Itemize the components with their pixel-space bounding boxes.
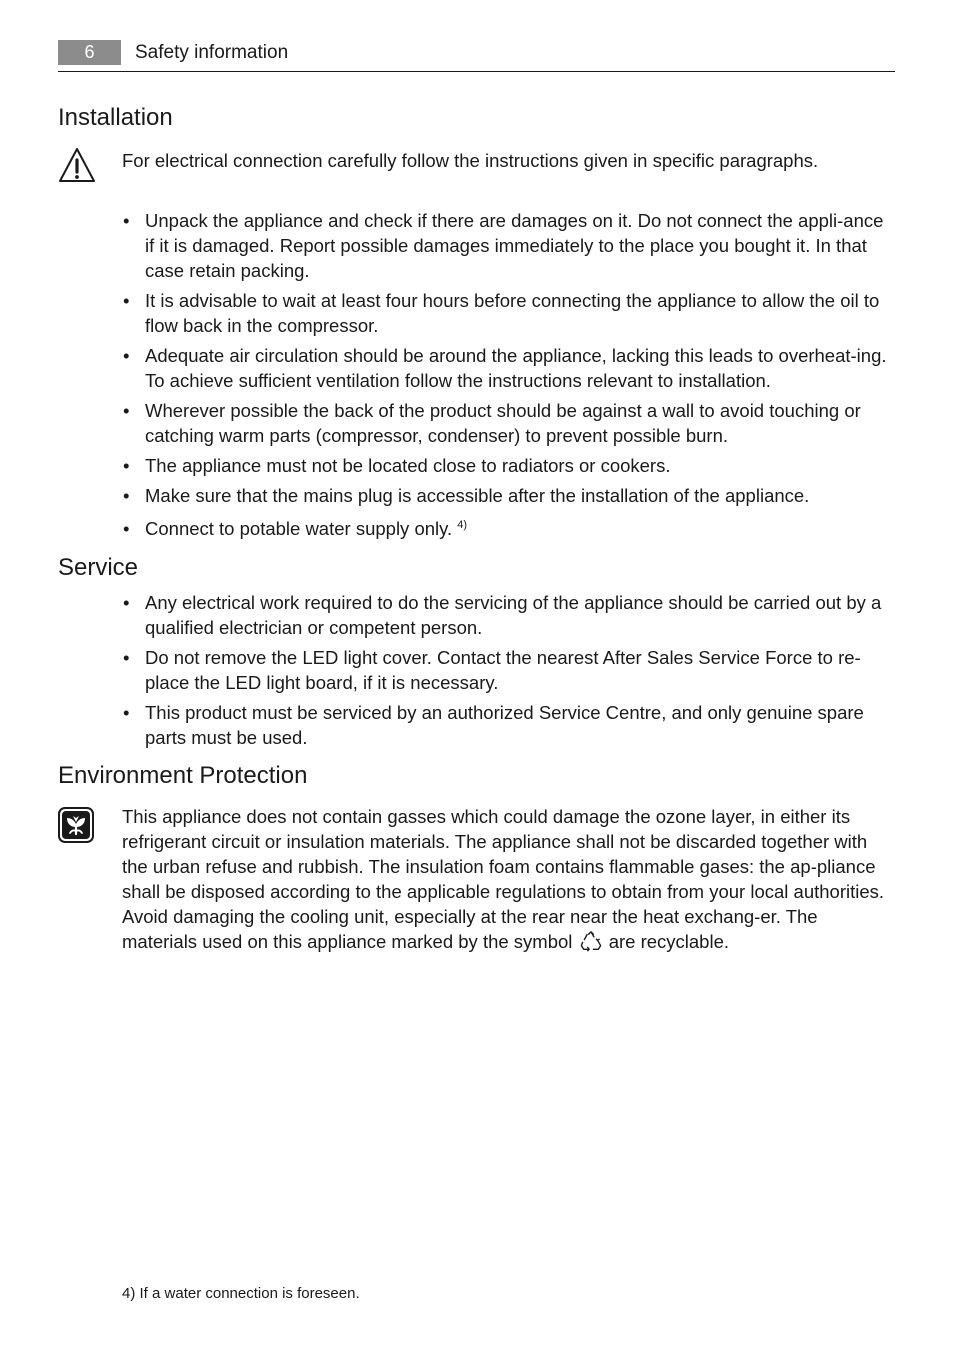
list-item-text: The appliance must not be located close to radiators or cookers. xyxy=(145,455,671,476)
list-item-text: Connect to potable water supply only. xyxy=(145,518,453,539)
bullet: • xyxy=(123,345,130,366)
page-number: 6 xyxy=(58,40,121,65)
list-item-text: It is advisable to wait at least four hours before connecting the appliance to allow the oil to flow back in the compressor. xyxy=(145,290,880,336)
bullet: • xyxy=(123,518,130,539)
list-item xyxy=(122,343,895,393)
bullet: • xyxy=(123,290,130,311)
list-item-text: Any electrical work required to do the servicing of the appliance should be carried out by a qualified electrician or competent person. xyxy=(145,592,882,638)
bullet: • xyxy=(123,647,130,668)
recycle-icon xyxy=(580,930,602,952)
environment-text xyxy=(122,804,895,954)
service-heading: Service xyxy=(58,554,139,581)
bullet: • xyxy=(123,210,130,231)
list-item xyxy=(122,645,895,695)
bullet: • xyxy=(123,592,130,613)
bullet: • xyxy=(123,400,130,421)
service-bullet-list xyxy=(122,590,895,755)
page-header xyxy=(58,40,895,72)
warning-triangle-icon xyxy=(57,146,97,186)
environment-heading: Environment Protection xyxy=(58,762,308,789)
bullet: • xyxy=(123,485,130,506)
list-item xyxy=(122,398,895,448)
list-item xyxy=(122,288,895,338)
list-item-text: Unpack the appliance and check if there are damages on it. Do not connect the appli-ance if it is damaged. Report possible damages immediately to the place you bought it. In that case retain packing. xyxy=(145,210,884,281)
list-item-text: Wherever possible the back of the product should be against a wall to avoid touching or catching warm parts (compressor, condenser) to prevent possible burn. xyxy=(145,400,861,446)
installation-warning-text: For electrical connection carefully follow the instructions given in specific paragraphs. xyxy=(122,150,819,171)
list-item-text: Do not remove the LED light cover. Contact the nearest After Sales Service Force to re-place the LED light board, if it is necessary. xyxy=(145,647,861,693)
list-item xyxy=(122,483,895,508)
bullet: • xyxy=(123,455,130,476)
footnote: 4) If a water connection is foreseen. xyxy=(122,1285,360,1302)
list-item-text: Make sure that the mains plug is accessible after the installation of the appliance. xyxy=(145,485,810,506)
list-item xyxy=(122,590,895,640)
bullet: • xyxy=(123,702,130,723)
list-item xyxy=(122,513,895,541)
installation-bullet-list xyxy=(122,208,895,546)
list-item xyxy=(122,453,895,478)
list-item xyxy=(122,208,895,283)
list-item-text: Adequate air circulation should be around the appliance, lacking this leads to overheat-ing. To achieve sufficient ventilation follow the instructions relevant to installation. xyxy=(145,345,887,391)
section-title: Safety information xyxy=(135,42,289,63)
environment-text-end: are recyclable. xyxy=(608,931,729,952)
environment-flower-icon xyxy=(57,806,95,844)
list-item-text: This product must be serviced by an authorized Service Centre, and only genuine spare parts must be used. xyxy=(145,702,864,748)
environment-text-main: This appliance does not contain gasses which could damage the ozone layer, in either its refrigerant circuit or insulation materials. The appliance shall not be discarded together with the urban refuse and rubbish. The insulation foam contains flammable gases: the ap-pliance shall be disposed according to the applicable regulations to obtain from your local authorities. Avoid damaging the cooling unit, especially at the rear near the heat exchang-er. The materials used on this appliance marked by the symbol xyxy=(122,806,885,952)
list-item xyxy=(122,700,895,750)
installation-heading: Installation xyxy=(58,104,173,131)
footnote-reference[interactable]: 4) xyxy=(457,519,468,531)
